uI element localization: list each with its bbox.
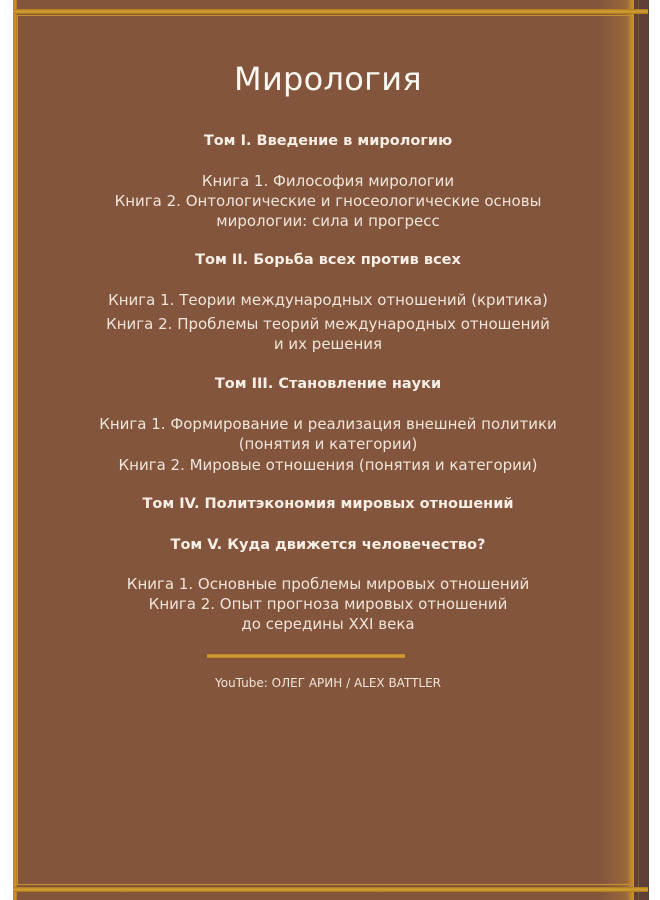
volume-5-book-2: Книга 2. Опыт прогноза мировых отношений	[148, 595, 508, 613]
volume-5-book-2-cont: до середины XXI века	[241, 615, 415, 633]
volume-2-title: Том II. Борьба всех против всех	[195, 252, 461, 268]
volume-3-book-1-cont: (понятия и категории)	[238, 435, 418, 453]
gold-divider	[207, 654, 405, 658]
volume-1-book-1: Книга 1. Философия мирологии	[201, 172, 455, 190]
volume-5-title: Том V. Куда движется человечество?	[170, 537, 486, 553]
volume-5-book-1: Книга 1. Основные проблемы мировых отношений	[126, 575, 530, 593]
volume-2-book-1: Книга 1. Теории международных отношений (критика)	[108, 291, 548, 309]
cover-title: Мирология	[234, 60, 422, 98]
volume-1-book-2-cont: мирологии: сила и прогресс	[216, 212, 440, 230]
volume-1-book-2: Книга 2. Онтологические и гносеологические основы	[114, 192, 542, 210]
volume-3-book-1: Книга 1. Формирование и реализация внешней политики	[99, 415, 557, 433]
youtube-credit: YouTube: ОЛЕГ АРИН / ALEX BATTLER	[214, 676, 442, 690]
volume-2-book-2: Книга 2. Проблемы теорий международных отношений	[106, 315, 550, 333]
volume-3-title: Том III. Становление науки	[214, 376, 442, 392]
volume-4-title: Том IV. Политэкономия мировых отношений	[142, 496, 514, 512]
volume-1-title: Том I. Введение в мирологию	[203, 133, 453, 149]
volume-2-book-2-cont: и их решения	[273, 335, 383, 353]
volume-3-book-2: Книга 2. Мировые отношения (понятия и категории)	[118, 456, 538, 474]
cover-content	[18, 0, 630, 900]
